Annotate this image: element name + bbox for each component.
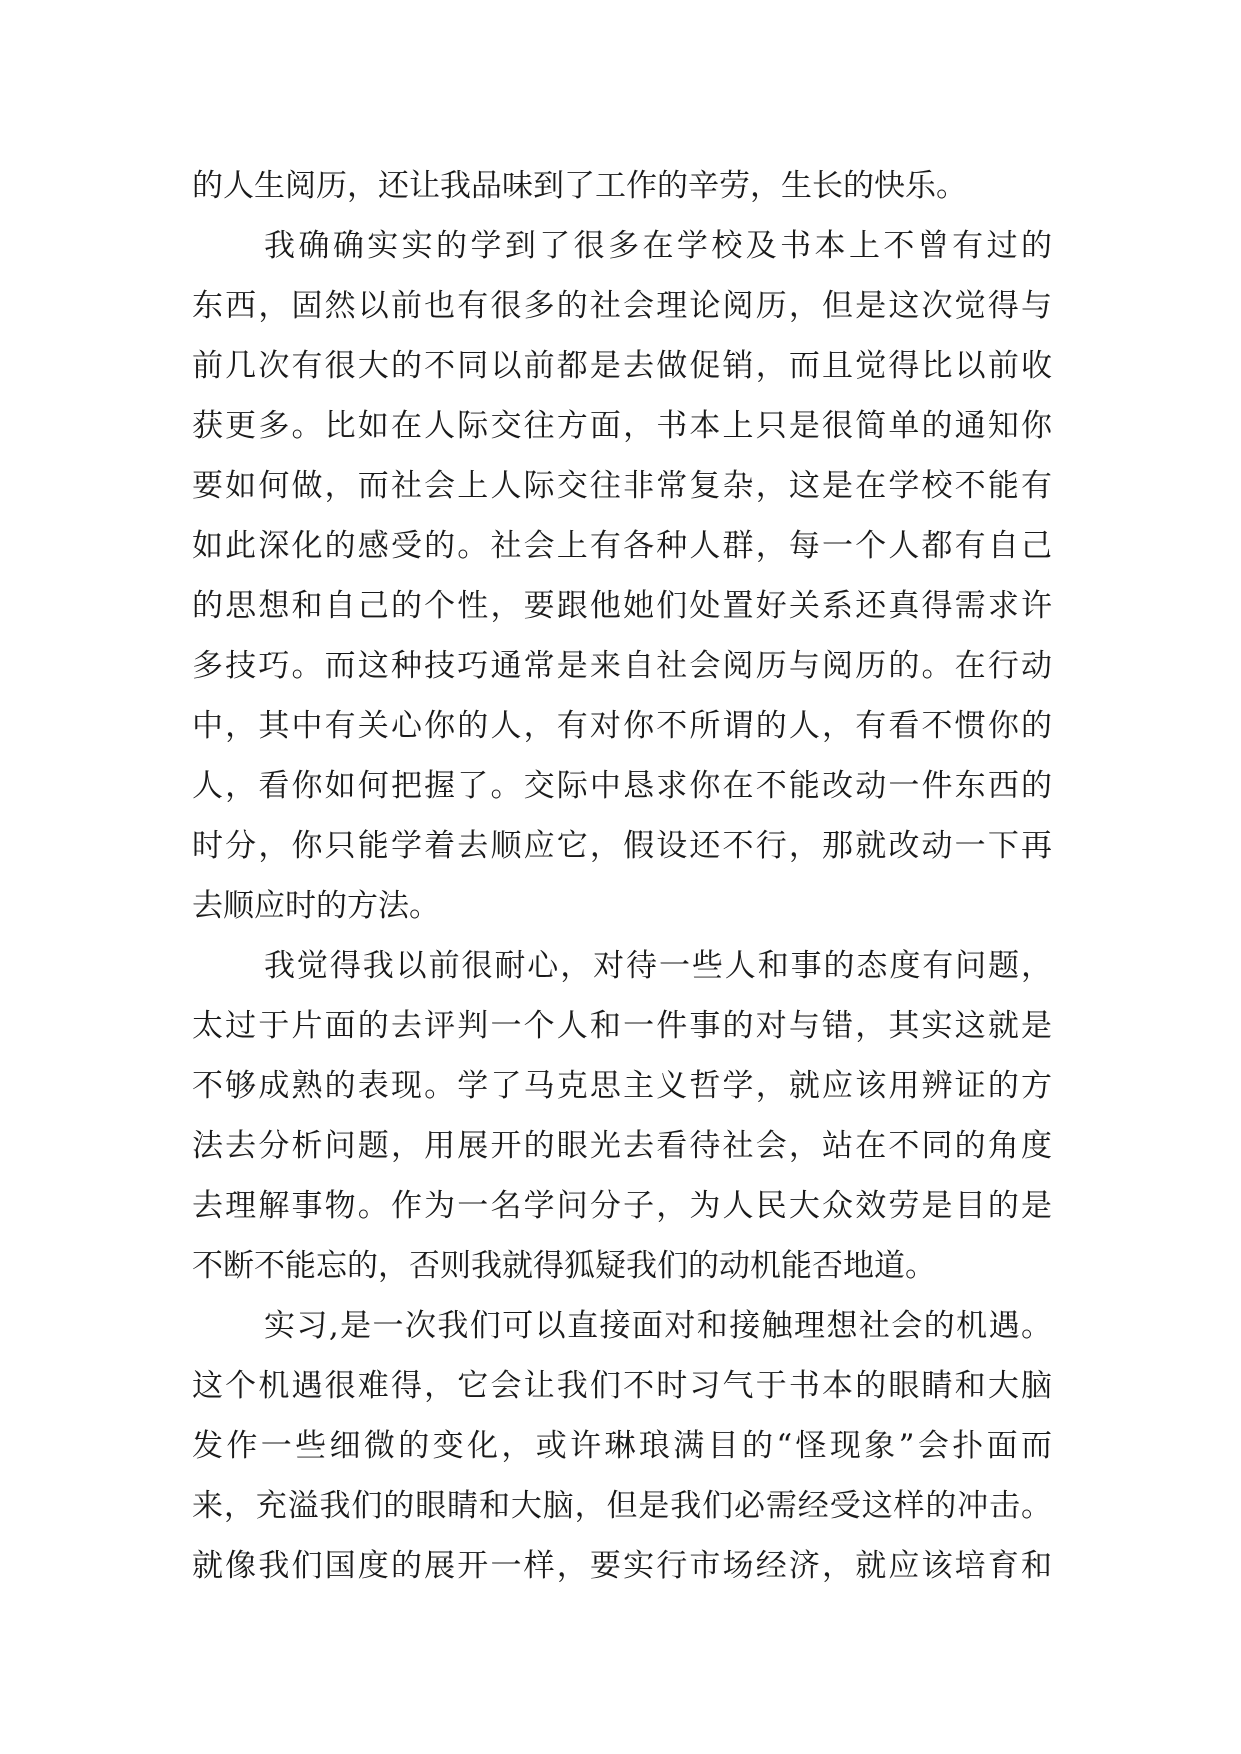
text-line: 前几次有很大的不同以前都是去做促销，而且觉得比以前收 — [192, 348, 1052, 384]
text-line: 中，其中有关心你的人，有对你不所谓的人，有看不惯你的 — [192, 708, 1052, 744]
text-line: 人，看你如何把握了。交际中恳求你在不能改动一件东西的 — [192, 768, 1052, 804]
text-line: 获更多。比如在人际交往方面，书本上只是很简单的通知你 — [192, 408, 1052, 444]
text-line: 去顺应时的方法。 — [192, 888, 440, 924]
text-line: 不断不能忘的，否则我就得狐疑我们的动机能否地道。 — [192, 1248, 936, 1284]
text-line: 我觉得我以前很耐心，对待一些人和事的态度有问题， — [264, 948, 1052, 984]
text-line: 发作一些细微的变化，或许琳琅满目的“怪现象”会扑面而 — [192, 1428, 1052, 1464]
text-line: 法去分析问题，用展开的眼光去看待社会，站在不同的角度 — [192, 1128, 1052, 1164]
text-line: 多技巧。而这种技巧通常是来自社会阅历与阅历的。在行动 — [192, 648, 1052, 684]
document-body — [192, 156, 1052, 1596]
text-line: 东西，固然以前也有很多的社会理论阅历，但是这次觉得与 — [192, 288, 1052, 324]
text-line: 去理解事物。作为一名学问分子，为人民大众效劳是目的是 — [192, 1188, 1052, 1224]
text-line: 的思想和自己的个性，要跟他她们处置好关系还真得需求许 — [192, 588, 1052, 624]
text-line: 不够成熟的表现。学了马克思主义哲学，就应该用辨证的方 — [192, 1068, 1052, 1104]
text-line: 如此深化的感受的。社会上有各种人群，每一个人都有自己 — [192, 528, 1052, 564]
text-line: 要如何做，而社会上人际交往非常复杂，这是在学校不能有 — [192, 468, 1052, 504]
text-line: 的人生阅历，还让我品味到了工作的辛劳，生长的快乐。 — [192, 168, 967, 204]
text-line: 太过于片面的去评判一个人和一件事的对与错，其实这就是 — [192, 1008, 1052, 1044]
text-line: 实习,是一次我们可以直接面对和接触理想社会的机遇。 — [264, 1308, 1052, 1344]
text-line: 这个机遇很难得，它会让我们不时习气于书本的眼睛和大脑 — [192, 1368, 1052, 1404]
text-line: 就像我们国度的展开一样，要实行市场经济，就应该培育和 — [192, 1548, 1052, 1584]
text-line: 时分，你只能学着去顺应它，假设还不行，那就改动一下再 — [192, 828, 1052, 864]
text-line: 我确确实实的学到了很多在学校及书本上不曾有过的 — [264, 228, 1052, 264]
text-line: 来，充溢我们的眼睛和大脑，但是我们必需经受这样的冲击。 — [192, 1488, 1052, 1524]
